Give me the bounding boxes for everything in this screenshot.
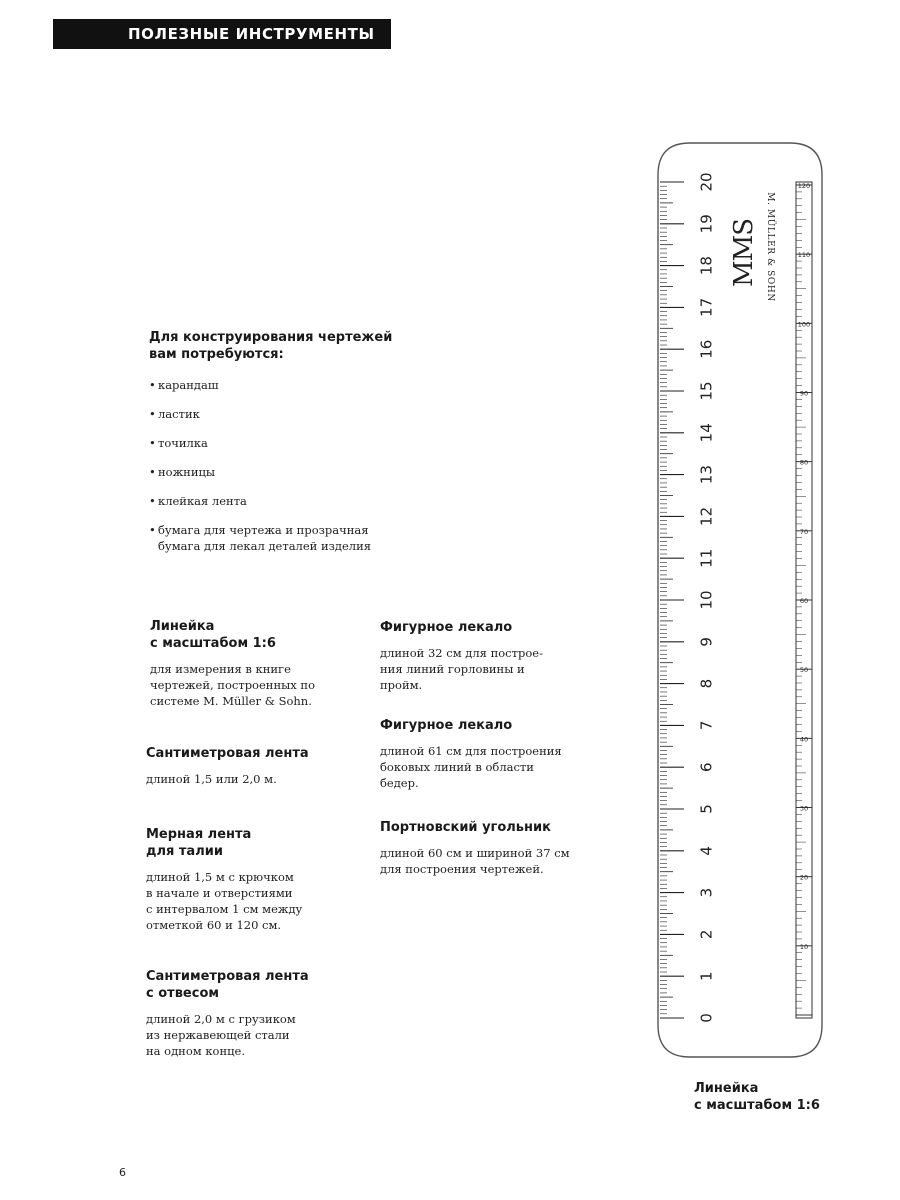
tool-description: длиной 1,5 или 2,0 м. — [146, 772, 277, 786]
list-item: • точилка — [149, 436, 208, 450]
ruler-number: 2 — [697, 929, 716, 940]
section-title: ПОЛЕЗНЫЕ ИНСТРУМЕНТЫ — [128, 25, 375, 43]
scale-number: 80 — [799, 458, 809, 467]
ruler-number: 7 — [697, 720, 716, 731]
ruler-logo: MMS — [729, 218, 759, 288]
scale-number: 100 — [797, 320, 811, 329]
ruler-number: 12 — [697, 506, 716, 526]
scale-number: 40 — [799, 735, 809, 744]
ruler-number: 13 — [697, 465, 716, 485]
tool-tape-measure — [146, 745, 346, 787]
ruler-brand: M. MÜLLER & SOHN — [765, 192, 775, 302]
scale-number: 120 — [797, 182, 811, 190]
ruler-number: 6 — [697, 762, 716, 772]
ruler-number: 11 — [697, 548, 716, 568]
ruler-number: 8 — [697, 678, 716, 689]
ruler-number: 20 — [697, 172, 716, 192]
section-header-bar — [53, 19, 391, 49]
list-item: • клейкая лента — [149, 494, 247, 508]
ruler-number: 18 — [697, 256, 716, 276]
tool-description: длиной 2,0 м с грузиком из нержавеющей стали на одном конце. — [146, 1012, 296, 1058]
ruler-number: 15 — [697, 381, 716, 401]
tool-description: длиной 61 см для построения боковых линий в области бедер. — [380, 744, 562, 790]
tool-description: длиной 60 см и шириной 37 см для построения чертежей. — [380, 846, 570, 876]
tool-tailor-square — [380, 819, 600, 877]
tool-description: для измерения в книге чертежей, построенных по системе M. Müller & Sohn. — [150, 662, 315, 708]
tool-description: длиной 32 см для построе- ния линий горловины и пройм. — [380, 646, 543, 692]
scale-number: 20 — [799, 873, 809, 882]
tools-list — [149, 377, 409, 554]
scale-number: 110 — [797, 251, 811, 260]
list-item: • бумага для чертежа и прозрачная бумага для лекал деталей изделия — [149, 523, 372, 553]
ruler-number: 1 — [697, 971, 716, 981]
tool-plumb-tape — [146, 968, 346, 1059]
tool-curve-32 — [380, 619, 600, 693]
list-item: • ластик — [149, 407, 200, 421]
ruler-number: 9 — [697, 637, 716, 647]
page-number: 6 — [119, 1166, 126, 1179]
intro-section — [149, 329, 409, 567]
tool-heading: Сантиметровая лента — [146, 746, 309, 761]
ruler-ticks — [660, 182, 684, 1018]
intro-heading: Для конструирования чертежей вам потребуются: — [149, 330, 393, 362]
ruler-number: 0 — [697, 1013, 716, 1023]
ruler-number: 4 — [697, 846, 716, 856]
ruler-number: 14 — [697, 423, 716, 443]
ruler-caption: Линейка с масштабом 1:6 — [694, 1081, 820, 1113]
tool-heading: Мерная лента для талии — [146, 827, 252, 859]
tool-heading: Фигурное лекало — [380, 620, 513, 635]
tool-curve-61 — [380, 717, 600, 791]
tool-heading: Фигурное лекало — [380, 718, 513, 733]
ruler-number: 16 — [697, 339, 716, 359]
ruler-number: 5 — [697, 804, 716, 814]
ruler-number: 17 — [697, 297, 716, 317]
tool-heading: Сантиметровая лента с отвесом — [146, 969, 309, 1001]
scale-number: 60 — [799, 597, 809, 605]
scale-number: 90 — [799, 389, 809, 398]
scale-number: 70 — [799, 527, 809, 536]
scale-number: 10 — [799, 942, 809, 951]
tool-heading: Линейка с масштабом 1:6 — [150, 619, 276, 651]
ruler-numbers — [698, 172, 716, 1022]
list-item: • ножницы — [149, 465, 216, 479]
scale-number: 50 — [799, 666, 809, 675]
tool-waist-tape — [146, 826, 346, 933]
tool-heading: Портновский угольник — [380, 820, 551, 835]
tool-ruler-scale — [150, 618, 350, 709]
list-item: • карандаш — [149, 378, 219, 392]
tool-description: длиной 1,5 м с крючком в начале и отверстиями с интервалом 1 см между отметкой 60 и 120 см. — [146, 870, 303, 932]
scale-number: 30 — [799, 804, 809, 813]
ruler-number: 19 — [697, 214, 716, 234]
ruler-illustration — [650, 135, 830, 1065]
ruler-number: 3 — [697, 887, 716, 898]
ruler-number: 10 — [697, 590, 716, 610]
